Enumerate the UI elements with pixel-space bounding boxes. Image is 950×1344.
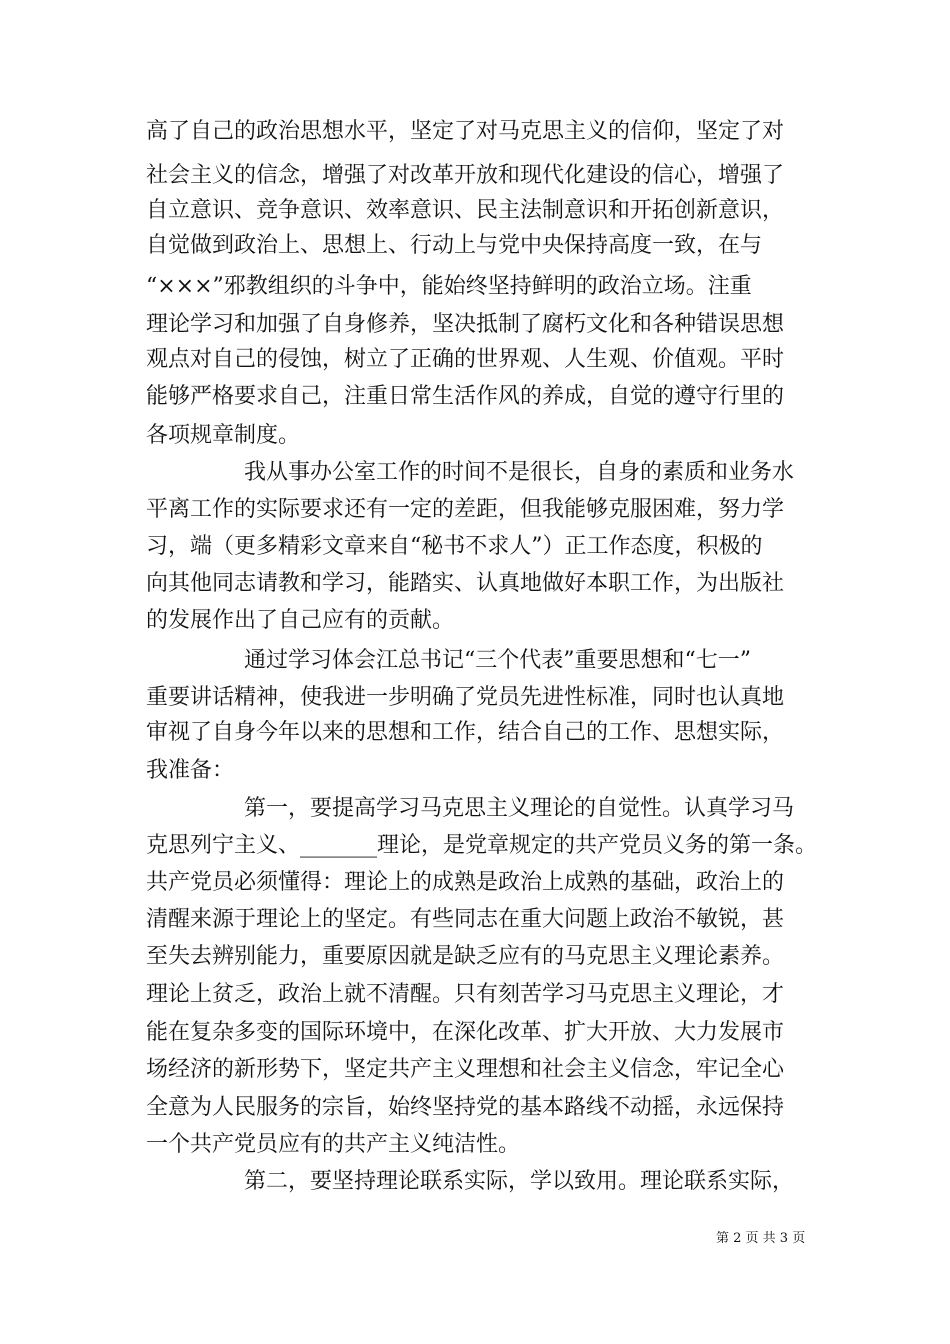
text-line: 全意为人民服务的宗旨，始终坚持党的基本路线不动摇，永远保持 [146,1095,785,1120]
text-line: 能在复杂多变的国际环境中，在深化改革、扩大开放、大力发展市 [146,1020,785,1045]
text-line: 社会主义的信念，增强了对改革开放和现代化建设的信心，增强了 [146,163,785,188]
text-line: 理论上贫乏，政治上就不清醒。只有刻苦学习马克思主义理论，才 [146,982,785,1007]
paragraph-start-line: 通过学习体会江总书记“三个代表”重要思想和“七一” [244,648,751,673]
text-line: 的发展作出了自己应有的贡献。 [146,608,455,633]
paragraph-start-line: 我从事办公室工作的时间不是很长，自身的素质和业务水 [244,460,795,485]
text-line: 理论学习和加强了自身修养，坚决抵制了腐朽文化和各种错误思想 [146,312,785,337]
paragraph-start-line: 第一，要提高学习马克思主义理论的自觉性。认真学习马 [244,796,795,821]
page-footer: 第 2 页 共 3 页 [716,1231,806,1246]
text-line: 清醒来源于理论上的坚定。有些同志在重大问题上政治不敏锐，甚 [146,907,785,932]
text-line: 能够严格要求自己，注重日常生活作风的养成，自觉的遵守行里的 [146,384,785,409]
text-line: 审视了自身今年以来的思想和工作，结合自己的工作、思想实际， [146,720,785,745]
text-line: 一个共产党员应有的共产主义纯洁性。 [146,1132,521,1157]
text-line: 各项规章制度。 [146,423,301,448]
text-line: “×××”邪教组织的斗争中，能始终坚持鲜明的政治立场。注重 [146,274,752,299]
text-line: 至失去辨别能力，重要原因就是缺乏应有的马克思主义理论素养。 [146,944,785,969]
paragraph-start-line: 第二，要坚持理论联系实际，学以致用。理论联系实际， [244,1169,795,1194]
text-line: 习，端（更多精彩文章来自“秘书不求人”）正工作态度，积极的 [146,534,763,559]
text-line: 观点对自己的侵蚀，树立了正确的世界观、人生观、价值观。平时 [146,347,785,372]
text-line: 克思列宁主义、_______理论，是党章规定的共产党员义务的第一条。 [146,833,818,858]
text-line: 我准备： [146,758,235,783]
text-line: 自觉做到政治上、思想上、行动上与党中央保持高度一致，在与 [146,233,763,258]
text-line: 共产党员必须懂得：理论上的成熟是政治上成熟的基础，政治上的 [146,870,785,895]
text-line: 平离工作的实际要求还有一定的差距，但我能够克服困难，努力学 [146,497,785,522]
text-line: 场经济的新形势下，坚定共产主义理想和社会主义信念，牢记全心 [146,1057,785,1082]
text-line: 重要讲话精神，使我进一步明确了党员先进性标准，同时也认真地 [146,685,785,710]
text-line: 高了自己的政治思想水平，坚定了对马克思主义的信仰，坚定了对 [146,119,785,144]
text-line: 自立意识、竞争意识、效率意识、民主法制意识和开拓创新意识， [146,198,785,223]
text-line: 向其他同志请教和学习，能踏实、认真地做好本职工作，为出版社 [146,571,785,596]
